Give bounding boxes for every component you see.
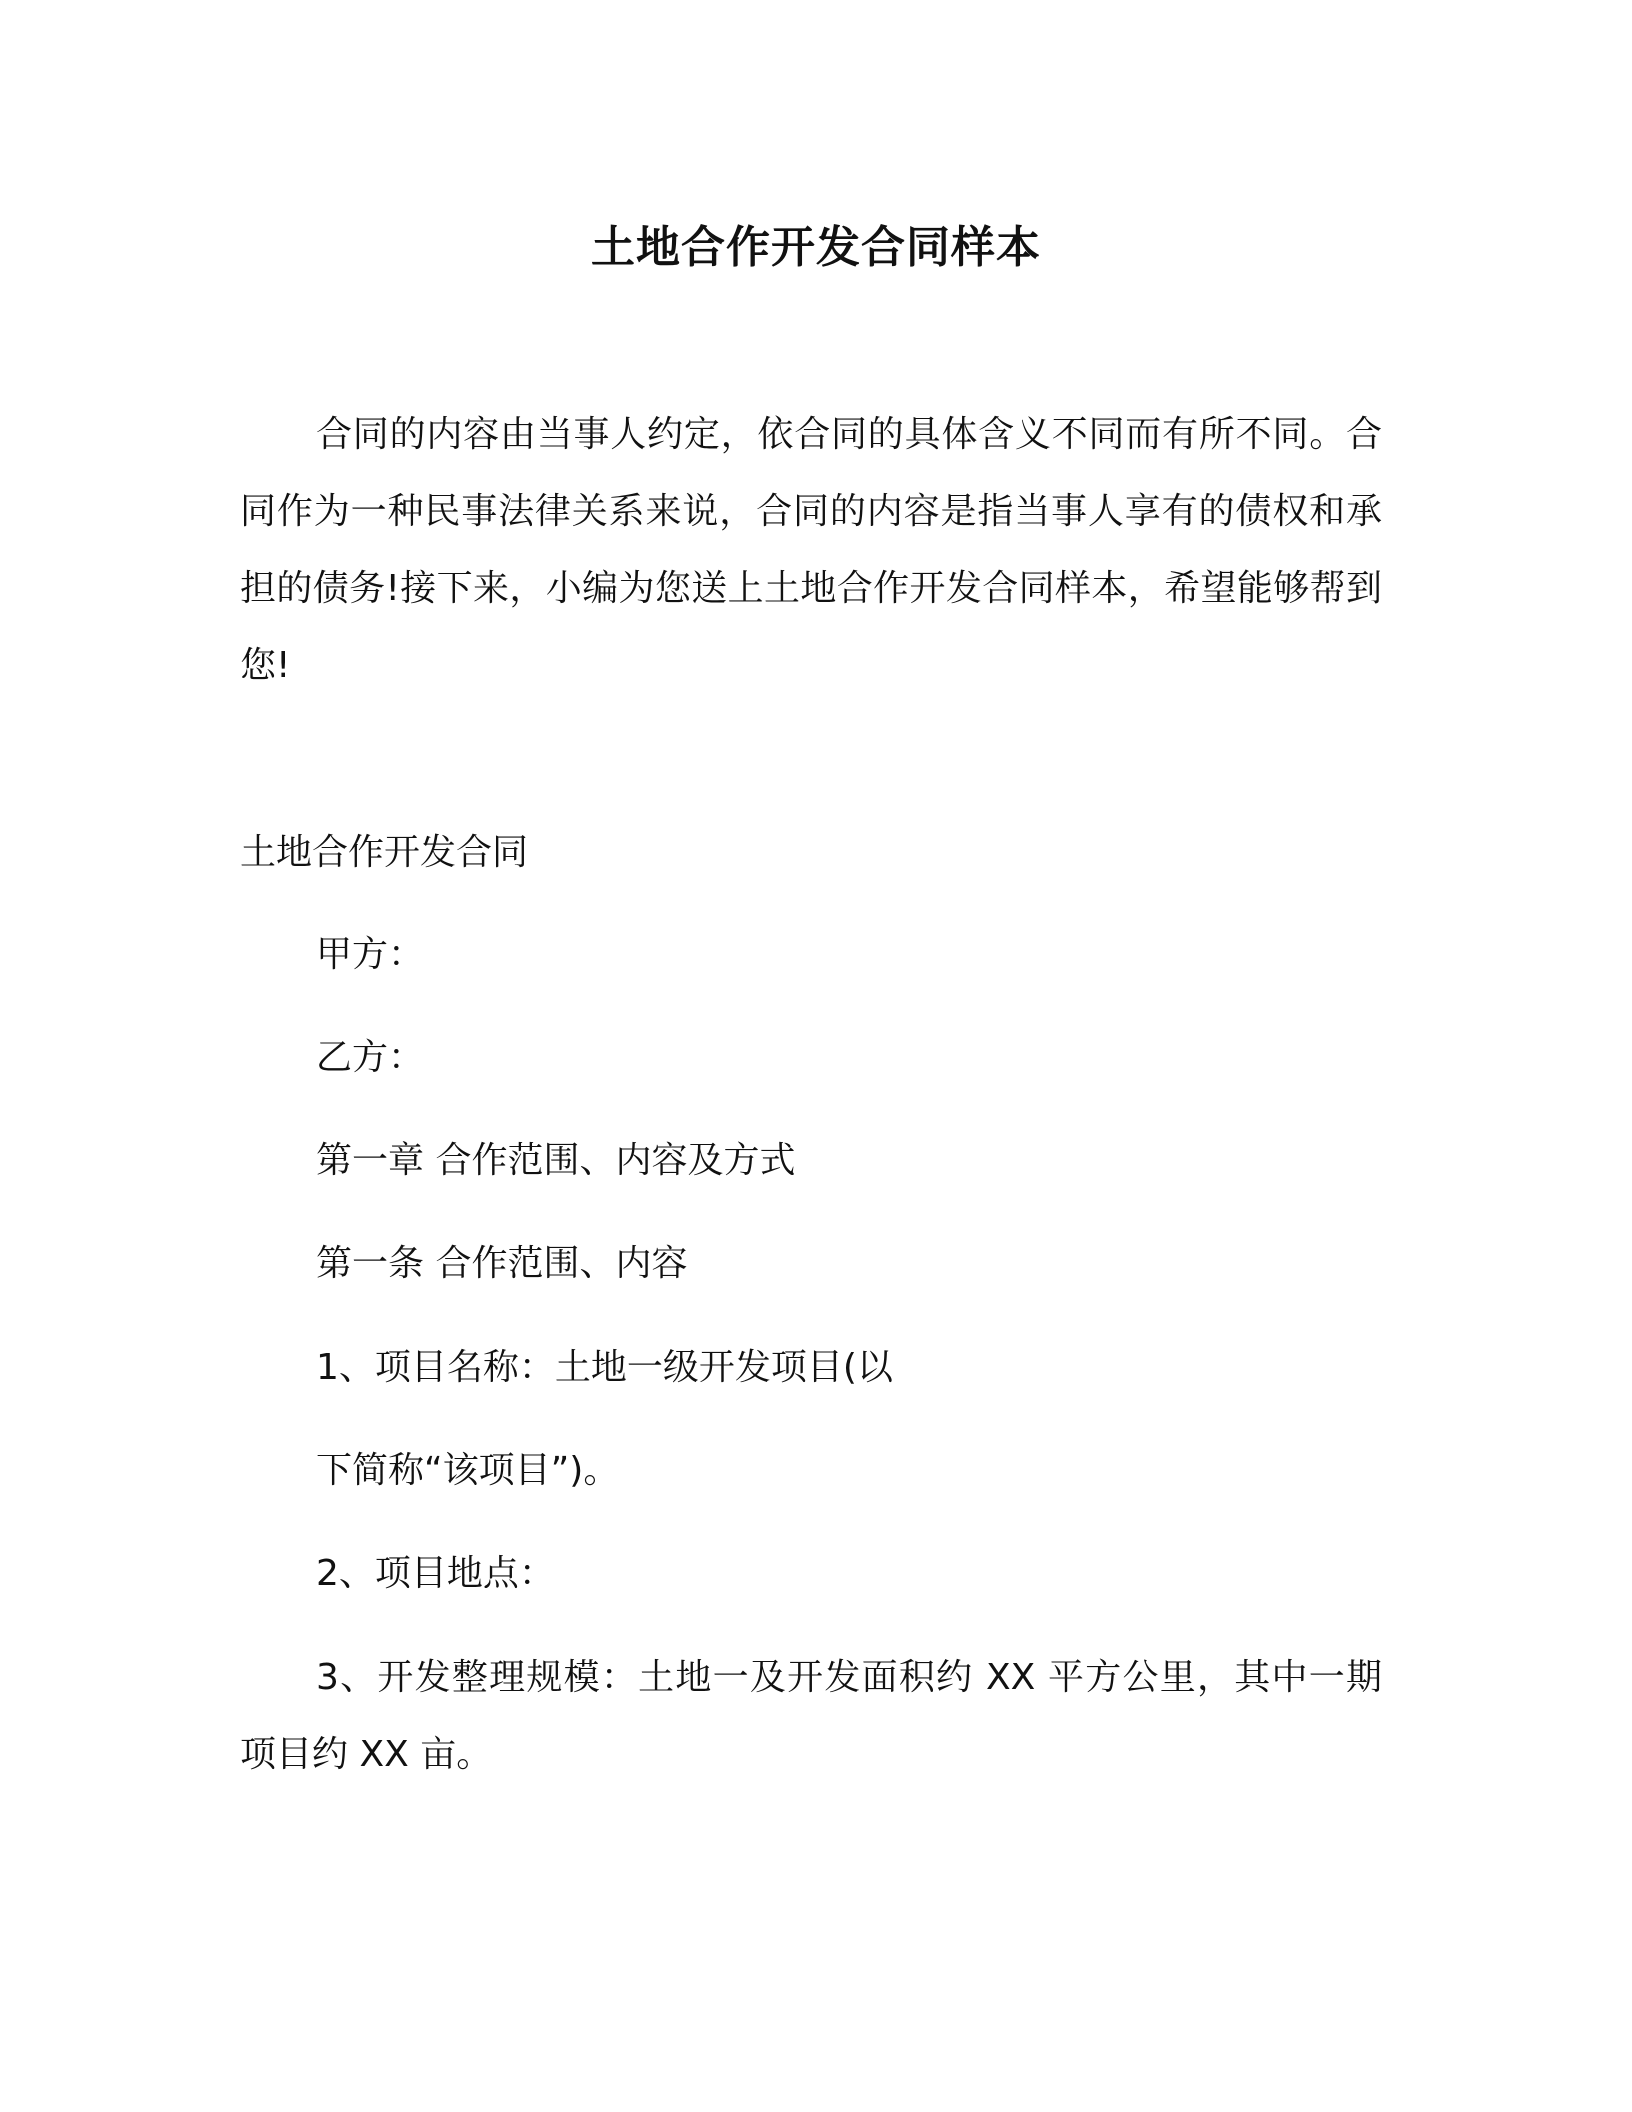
item-2: 2、项目地点： — [316, 1553, 555, 1594]
contract-heading: 土地合作开发合同 — [240, 832, 529, 873]
article-1-heading: 第一条 合作范围、内容 — [316, 1243, 688, 1284]
item-3: 3、开发整理规模：土地一及开发面积约 XX 平方公里，其中一期项目约 XX 亩。 — [240, 1657, 1382, 1775]
item-1-line-1: 1、项目名称：土地一级开发项目(以 — [316, 1347, 893, 1388]
party-a-label: 甲方： — [316, 934, 425, 975]
chapter-1-heading: 第一章 合作范围、内容及方式 — [316, 1140, 796, 1181]
document-title: 土地合作开发合同样本 — [591, 222, 1041, 273]
party-b-label: 乙方： — [316, 1037, 425, 1078]
intro-paragraph: 合同的内容由当事人约定，依合同的具体含义不同而有所不同。合同作为一种民事法律关系来说，合同的内容是指当事人享有的债权和承担的债务!接下来，小编为您送上土地合作开发合同样本，希望能够帮到您! — [240, 414, 1382, 686]
item-1-line-2: 下简称“该项目”)。 — [316, 1450, 620, 1491]
